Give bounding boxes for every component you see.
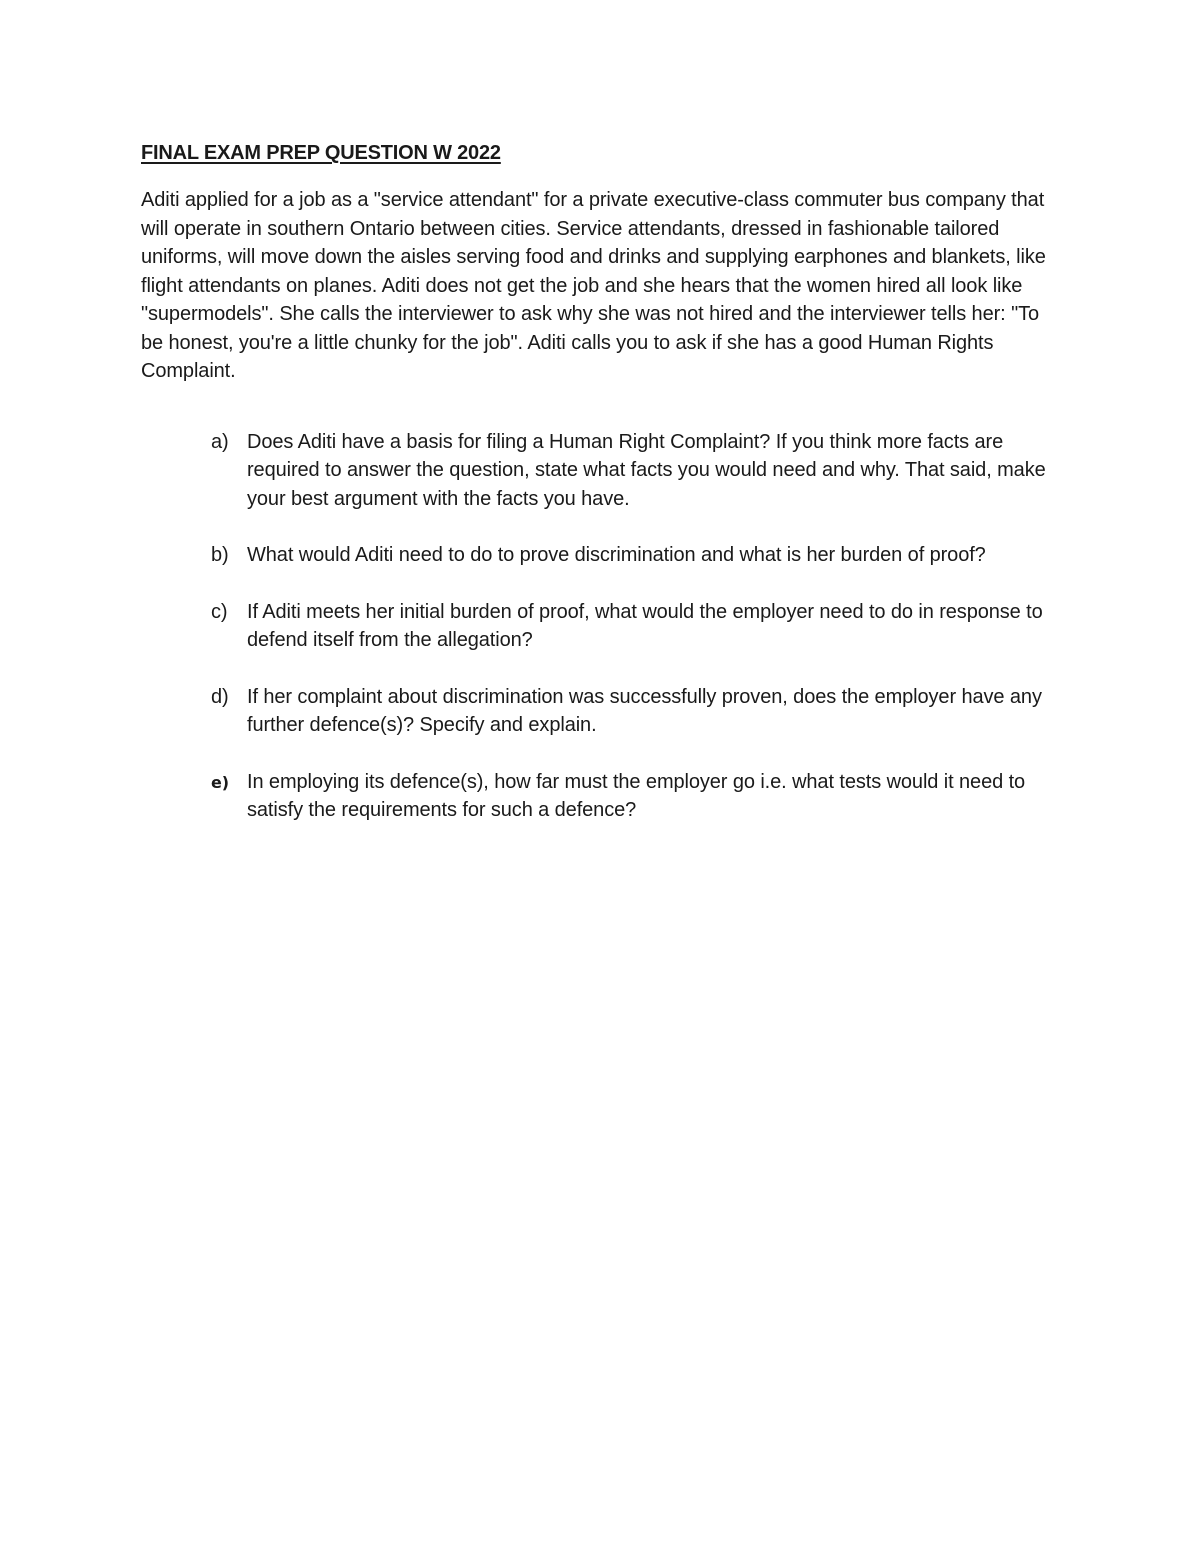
question-item-c [141, 598, 1066, 655]
question-text: Does Aditi have a basis for filing a Human Right Complaint? If you think more facts are required to answer the question, state what facts you would need and why. That said, make your best argument with the facts you have. [247, 430, 1046, 510]
question-item-e [141, 768, 1066, 825]
question-text: If Aditi meets her initial burden of proof, what would the employer need to do in response to defend itself from the allegation? [247, 600, 1043, 651]
document-title: FINAL EXAM PREP QUESTION W 2022 [141, 142, 501, 164]
question-marker: b) [211, 544, 229, 566]
question-item-b [141, 541, 1066, 570]
question-text: In employing its defence(s), how far must the employer go i.e. what tests would it need to satisfy the requirements for such a defence? [247, 770, 1026, 821]
question-marker: e) [211, 772, 229, 792]
question-text: What would Aditi need to do to prove discrimination and what is her burden of proof? [247, 544, 986, 566]
question-marker: c) [211, 600, 228, 623]
question-item-d [141, 683, 1066, 740]
question-item-a [141, 428, 1066, 514]
question-text: If her complaint about discrimination was successfully proven, does the employer have any further defence(s)? Specify and explain. [247, 685, 1042, 736]
document-content [141, 138, 1066, 853]
scenario-paragraph: Aditi applied for a job as a "service attendant" for a private executive-class commuter bus company that will operate in southern Ontario between cities. Service attendants, dressed in fashionable tailored uniforms, will move down the aisles serving food and drinks and supplying earphones and blankets, like flight attendants on planes. Aditi does not get the job and she hears that the women hired all look like "supermodels". She calls the interviewer to ask why she was not hired and the interviewer tells her: "To be honest, you're a little chunky for the job". Aditi calls you to ask if she has a good Human Rights Complaint. [141, 189, 1046, 382]
question-marker: d) [211, 685, 229, 708]
question-list [141, 428, 1066, 825]
question-marker: a) [211, 430, 229, 453]
